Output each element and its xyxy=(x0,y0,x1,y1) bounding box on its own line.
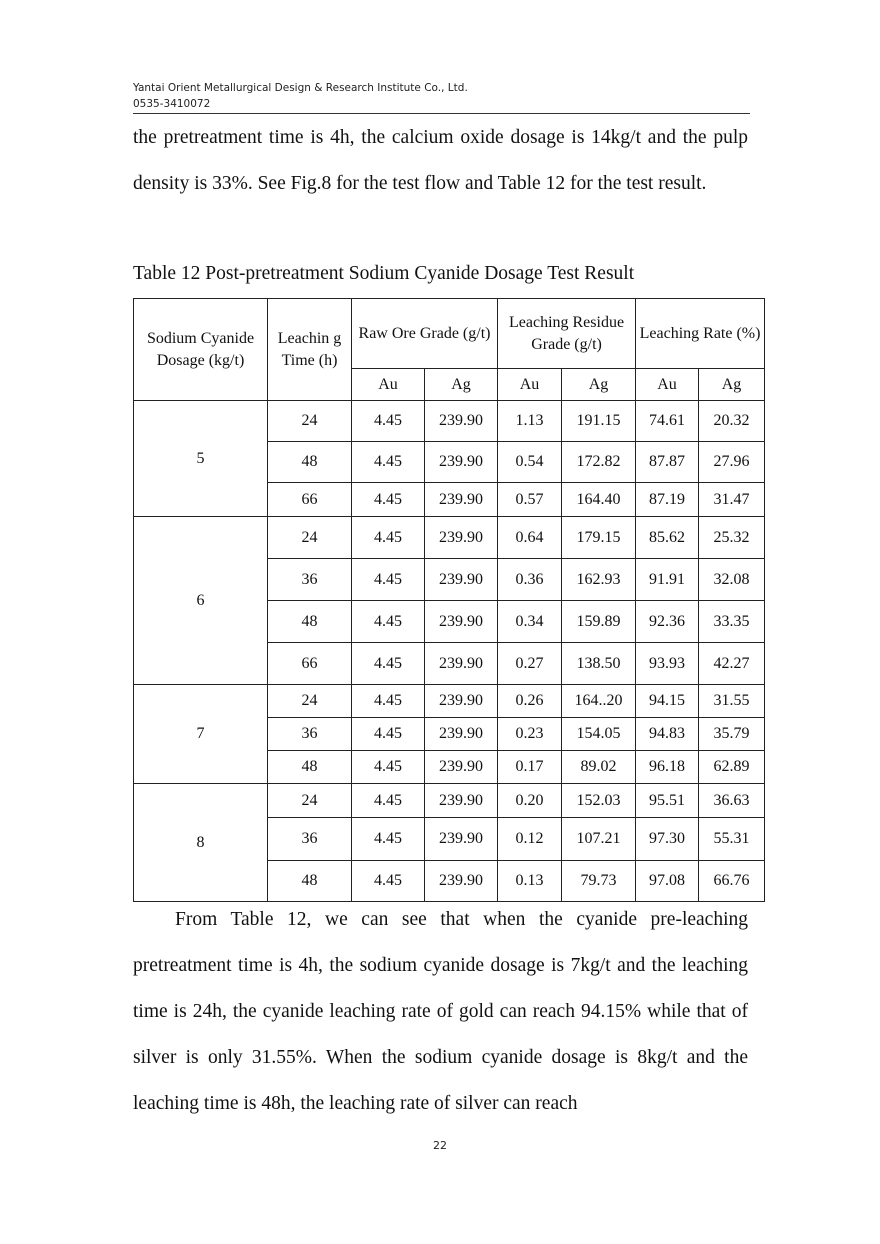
cell-time: 36 xyxy=(268,559,352,601)
cell-raw-ag: 239.90 xyxy=(425,559,498,601)
cell-raw-ag: 239.90 xyxy=(425,517,498,559)
cell-dosage: 7 xyxy=(134,685,268,784)
cell-dosage: 5 xyxy=(134,401,268,517)
body-paragraph-1: the pretreatment time is 4h, the calcium oxide dosage is 14kg/t and the pulp density is 33%. See Fig.8 for the test flow and Table 12 for the test result. xyxy=(133,127,748,194)
cell-residue-au: 0.34 xyxy=(498,601,562,643)
cell-time: 66 xyxy=(268,643,352,685)
cell-rate-au: 85.62 xyxy=(636,517,699,559)
cell-rate-ag: 31.47 xyxy=(699,483,765,517)
cell-rate-ag: 36.63 xyxy=(699,784,765,818)
cell-raw-ag: 239.90 xyxy=(425,685,498,718)
subheader-raw-au: Au xyxy=(352,369,425,401)
subheader-residue-au: Au xyxy=(498,369,562,401)
cell-raw-au: 4.45 xyxy=(352,559,425,601)
subheader-residue-ag: Ag xyxy=(562,369,636,401)
cell-raw-ag: 239.90 xyxy=(425,718,498,751)
cell-time: 48 xyxy=(268,861,352,902)
cell-time: 48 xyxy=(268,751,352,784)
cell-dosage: 8 xyxy=(134,784,268,902)
header-dosage: Sodium Cyanide Dosage (kg/t) xyxy=(134,299,268,401)
cell-residue-au: 1.13 xyxy=(498,401,562,442)
table-body xyxy=(134,401,765,902)
cell-raw-au: 4.45 xyxy=(352,483,425,517)
cell-raw-ag: 239.90 xyxy=(425,861,498,902)
cell-raw-ag: 239.90 xyxy=(425,601,498,643)
header-leaching-rate: Leaching Rate (%) xyxy=(636,299,765,369)
cell-rate-au: 96.18 xyxy=(636,751,699,784)
cell-residue-ag: 138.50 xyxy=(562,643,636,685)
cell-rate-au: 97.08 xyxy=(636,861,699,902)
cell-residue-au: 0.27 xyxy=(498,643,562,685)
table-row xyxy=(134,685,765,718)
cell-residue-ag: 179.15 xyxy=(562,517,636,559)
cell-rate-au: 92.36 xyxy=(636,601,699,643)
cell-rate-ag: 32.08 xyxy=(699,559,765,601)
cell-rate-ag: 35.79 xyxy=(699,718,765,751)
cell-raw-au: 4.45 xyxy=(352,401,425,442)
cell-rate-ag: 25.32 xyxy=(699,517,765,559)
cell-raw-ag: 239.90 xyxy=(425,784,498,818)
subheader-rate-au: Au xyxy=(636,369,699,401)
cell-residue-ag: 162.93 xyxy=(562,559,636,601)
cell-time: 48 xyxy=(268,442,352,483)
cell-raw-au: 4.45 xyxy=(352,784,425,818)
cell-residue-au: 0.17 xyxy=(498,751,562,784)
cell-rate-ag: 31.55 xyxy=(699,685,765,718)
cell-rate-au: 97.30 xyxy=(636,818,699,861)
page-number: 22 xyxy=(433,1139,447,1152)
cell-residue-ag: 89.02 xyxy=(562,751,636,784)
cell-raw-ag: 239.90 xyxy=(425,483,498,517)
cell-time: 24 xyxy=(268,401,352,442)
cell-residue-ag: 154.05 xyxy=(562,718,636,751)
cell-rate-au: 95.51 xyxy=(636,784,699,818)
cell-raw-ag: 239.90 xyxy=(425,751,498,784)
header-phone: 0535-3410072 xyxy=(133,98,211,110)
cell-residue-au: 0.54 xyxy=(498,442,562,483)
cell-raw-au: 4.45 xyxy=(352,818,425,861)
cell-residue-ag: 79.73 xyxy=(562,861,636,902)
table-row xyxy=(134,401,765,442)
cell-residue-au: 0.26 xyxy=(498,685,562,718)
cell-rate-au: 93.93 xyxy=(636,643,699,685)
cell-rate-ag: 27.96 xyxy=(699,442,765,483)
cell-rate-au: 94.15 xyxy=(636,685,699,718)
table-caption: Table 12 Post-pretreatment Sodium Cyanide Dosage Test Result xyxy=(133,263,635,284)
cell-rate-ag: 66.76 xyxy=(699,861,765,902)
cell-rate-au: 91.91 xyxy=(636,559,699,601)
cell-residue-au: 0.57 xyxy=(498,483,562,517)
cell-time: 36 xyxy=(268,718,352,751)
header-company: Yantai Orient Metallurgical Design & Research Institute Co., Ltd. xyxy=(133,82,468,94)
cell-raw-au: 4.45 xyxy=(352,517,425,559)
cell-raw-au: 4.45 xyxy=(352,685,425,718)
cell-time: 24 xyxy=(268,784,352,818)
header-leaching-time: Leachin g Time (h) xyxy=(268,299,352,401)
cell-residue-ag: 164.40 xyxy=(562,483,636,517)
table-row xyxy=(134,517,765,559)
cell-residue-ag: 107.21 xyxy=(562,818,636,861)
cell-residue-ag: 191.15 xyxy=(562,401,636,442)
cell-rate-au: 87.87 xyxy=(636,442,699,483)
cell-rate-ag: 55.31 xyxy=(699,818,765,861)
cell-residue-ag: 172.82 xyxy=(562,442,636,483)
subheader-raw-ag: Ag xyxy=(425,369,498,401)
table-row xyxy=(134,784,765,818)
cell-dosage: 6 xyxy=(134,517,268,685)
cell-rate-au: 74.61 xyxy=(636,401,699,442)
cell-residue-ag: 164..20 xyxy=(562,685,636,718)
cell-rate-ag: 20.32 xyxy=(699,401,765,442)
cell-rate-ag: 33.35 xyxy=(699,601,765,643)
cell-residue-au: 0.13 xyxy=(498,861,562,902)
cell-residue-au: 0.12 xyxy=(498,818,562,861)
cell-rate-au: 94.83 xyxy=(636,718,699,751)
cell-raw-ag: 239.90 xyxy=(425,818,498,861)
results-table xyxy=(133,298,765,902)
cell-raw-au: 4.45 xyxy=(352,718,425,751)
subheader-rate-ag: Ag xyxy=(699,369,765,401)
cell-raw-au: 4.45 xyxy=(352,861,425,902)
cell-raw-ag: 239.90 xyxy=(425,442,498,483)
cell-residue-au: 0.23 xyxy=(498,718,562,751)
page-header xyxy=(133,80,750,114)
cell-raw-ag: 239.90 xyxy=(425,401,498,442)
cell-residue-ag: 159.89 xyxy=(562,601,636,643)
cell-rate-au: 87.19 xyxy=(636,483,699,517)
cell-raw-au: 4.45 xyxy=(352,751,425,784)
body-paragraph-2: From Table 12, we can see that when the cyanide pre-leaching pretreatment time is 4h, the sodium cyanide dosage is 7kg/t and the leaching time is 24h, the cyanide leaching rate of gold can reach 94.15% while that of silver is only 31.55%. When the sodium cyanide dosage is 8kg/t and the leaching time is 48h, the leaching rate of silver can reach xyxy=(133,909,748,1114)
cell-raw-au: 4.45 xyxy=(352,643,425,685)
cell-residue-ag: 152.03 xyxy=(562,784,636,818)
cell-rate-ag: 42.27 xyxy=(699,643,765,685)
header-residue-grade: Leaching Residue Grade (g/t) xyxy=(498,299,636,369)
cell-raw-ag: 239.90 xyxy=(425,643,498,685)
cell-raw-au: 4.45 xyxy=(352,601,425,643)
cell-rate-ag: 62.89 xyxy=(699,751,765,784)
header-raw-ore-grade: Raw Ore Grade (g/t) xyxy=(352,299,498,369)
cell-residue-au: 0.36 xyxy=(498,559,562,601)
cell-residue-au: 0.20 xyxy=(498,784,562,818)
cell-time: 24 xyxy=(268,517,352,559)
cell-time: 24 xyxy=(268,685,352,718)
cell-raw-au: 4.45 xyxy=(352,442,425,483)
cell-time: 48 xyxy=(268,601,352,643)
cell-residue-au: 0.64 xyxy=(498,517,562,559)
cell-time: 66 xyxy=(268,483,352,517)
cell-time: 36 xyxy=(268,818,352,861)
